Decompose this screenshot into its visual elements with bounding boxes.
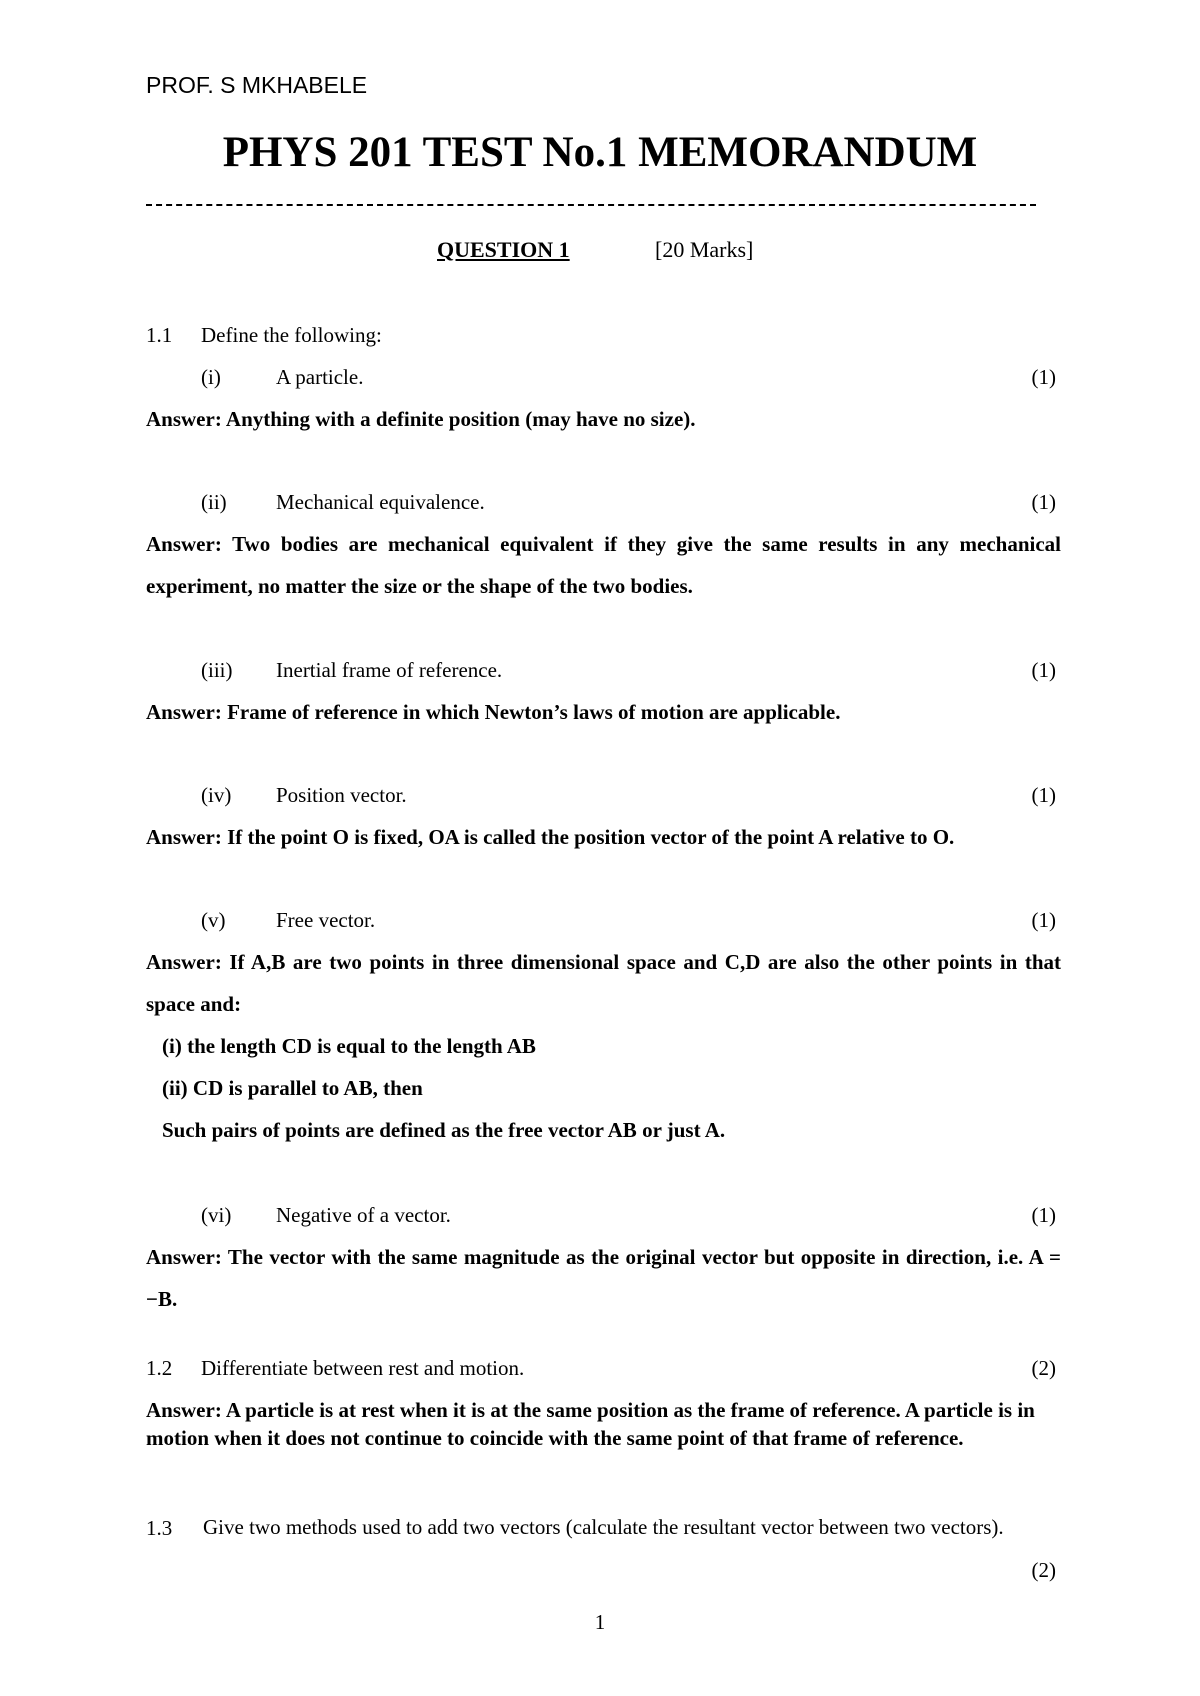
item-iv-text: Position vector. xyxy=(276,783,407,807)
item-iii-marks: (1) xyxy=(1031,658,1056,682)
item-iii-roman: (iii) xyxy=(201,658,233,682)
item-vi-answer: Answer: The vector with the same magnitude as the original vector but opposite in direction, i.e. A = −B. xyxy=(146,1245,1061,1311)
item-i-marks: (1) xyxy=(1031,365,1056,389)
item-ii-answer: Answer: Two bodies are mechanical equivalent if they give the same results in any mechanical experiment, no matter the size or the shape of the two bodies. xyxy=(146,532,1061,598)
item-ii-text: Mechanical equivalence. xyxy=(276,490,485,514)
item-ii-roman: (ii) xyxy=(201,490,227,514)
item-v-roman: (v) xyxy=(201,908,226,932)
q1-3-number: 1.3 xyxy=(146,1516,173,1540)
item-v-marks: (1) xyxy=(1031,908,1056,932)
item-vi-marks: (1) xyxy=(1031,1203,1056,1227)
q1-2-marks: (2) xyxy=(1031,1356,1056,1380)
q1-2-answer: Answer: A particle is at rest when it is at the same position as the frame of reference. A particle is in motion when it does not continue to coincide with the same point of that frame of reference. xyxy=(146,1398,1035,1450)
item-i-text: A particle. xyxy=(276,365,364,389)
item-v-text: Free vector. xyxy=(276,908,376,932)
item-iii-text: Inertial frame of reference. xyxy=(276,658,503,682)
q1-1-number: 1.1 xyxy=(146,323,173,347)
item-ii-marks: (1) xyxy=(1031,490,1056,514)
q1-2-number: 1.2 xyxy=(146,1356,173,1380)
item-v-condition-2: (ii) CD is parallel to AB, then xyxy=(162,1076,423,1100)
item-i-roman: (i) xyxy=(201,365,221,389)
item-v-condition-1: (i) the length CD is equal to the length AB xyxy=(162,1034,536,1058)
item-v-conclusion: Such pairs of points are defined as the free vector AB or just A. xyxy=(162,1118,726,1142)
item-vi-text: Negative of a vector. xyxy=(276,1203,451,1227)
q1-3-text: Give two methods used to add two vectors (calculate the resultant vector between two vectors). xyxy=(203,1515,1004,1539)
item-iv-marks: (1) xyxy=(1031,783,1056,807)
q1-1-prompt: Define the following: xyxy=(201,323,382,347)
q1-3-marks: (2) xyxy=(1031,1558,1056,1582)
item-iii-answer: Answer: Frame of reference in which Newton’s laws of motion are applicable. xyxy=(146,700,841,724)
item-vi-roman: (vi) xyxy=(201,1203,232,1227)
page-number: 1 xyxy=(594,1610,606,1634)
dashed-divider xyxy=(146,204,1036,206)
page-title: PHYS 201 TEST No.1 MEMORANDUM xyxy=(222,129,978,176)
author-name: PROF. S MKHABELE xyxy=(146,72,368,98)
q1-2-text: Differentiate between rest and motion. xyxy=(201,1356,525,1380)
item-v-answer: Answer: If A,B are two points in three dimensional space and C,D are also the other points in that space and: xyxy=(146,950,1061,1016)
item-iv-answer: Answer: If the point O is fixed, OA is called the position vector of the point A relative to O. xyxy=(146,825,955,849)
question-1-marks: [20 Marks] xyxy=(655,237,754,262)
item-i-answer: Answer: Anything with a definite position (may have no size). xyxy=(146,407,696,431)
question-1-heading: QUESTION 1 xyxy=(437,237,570,262)
item-iv-roman: (iv) xyxy=(201,783,232,807)
